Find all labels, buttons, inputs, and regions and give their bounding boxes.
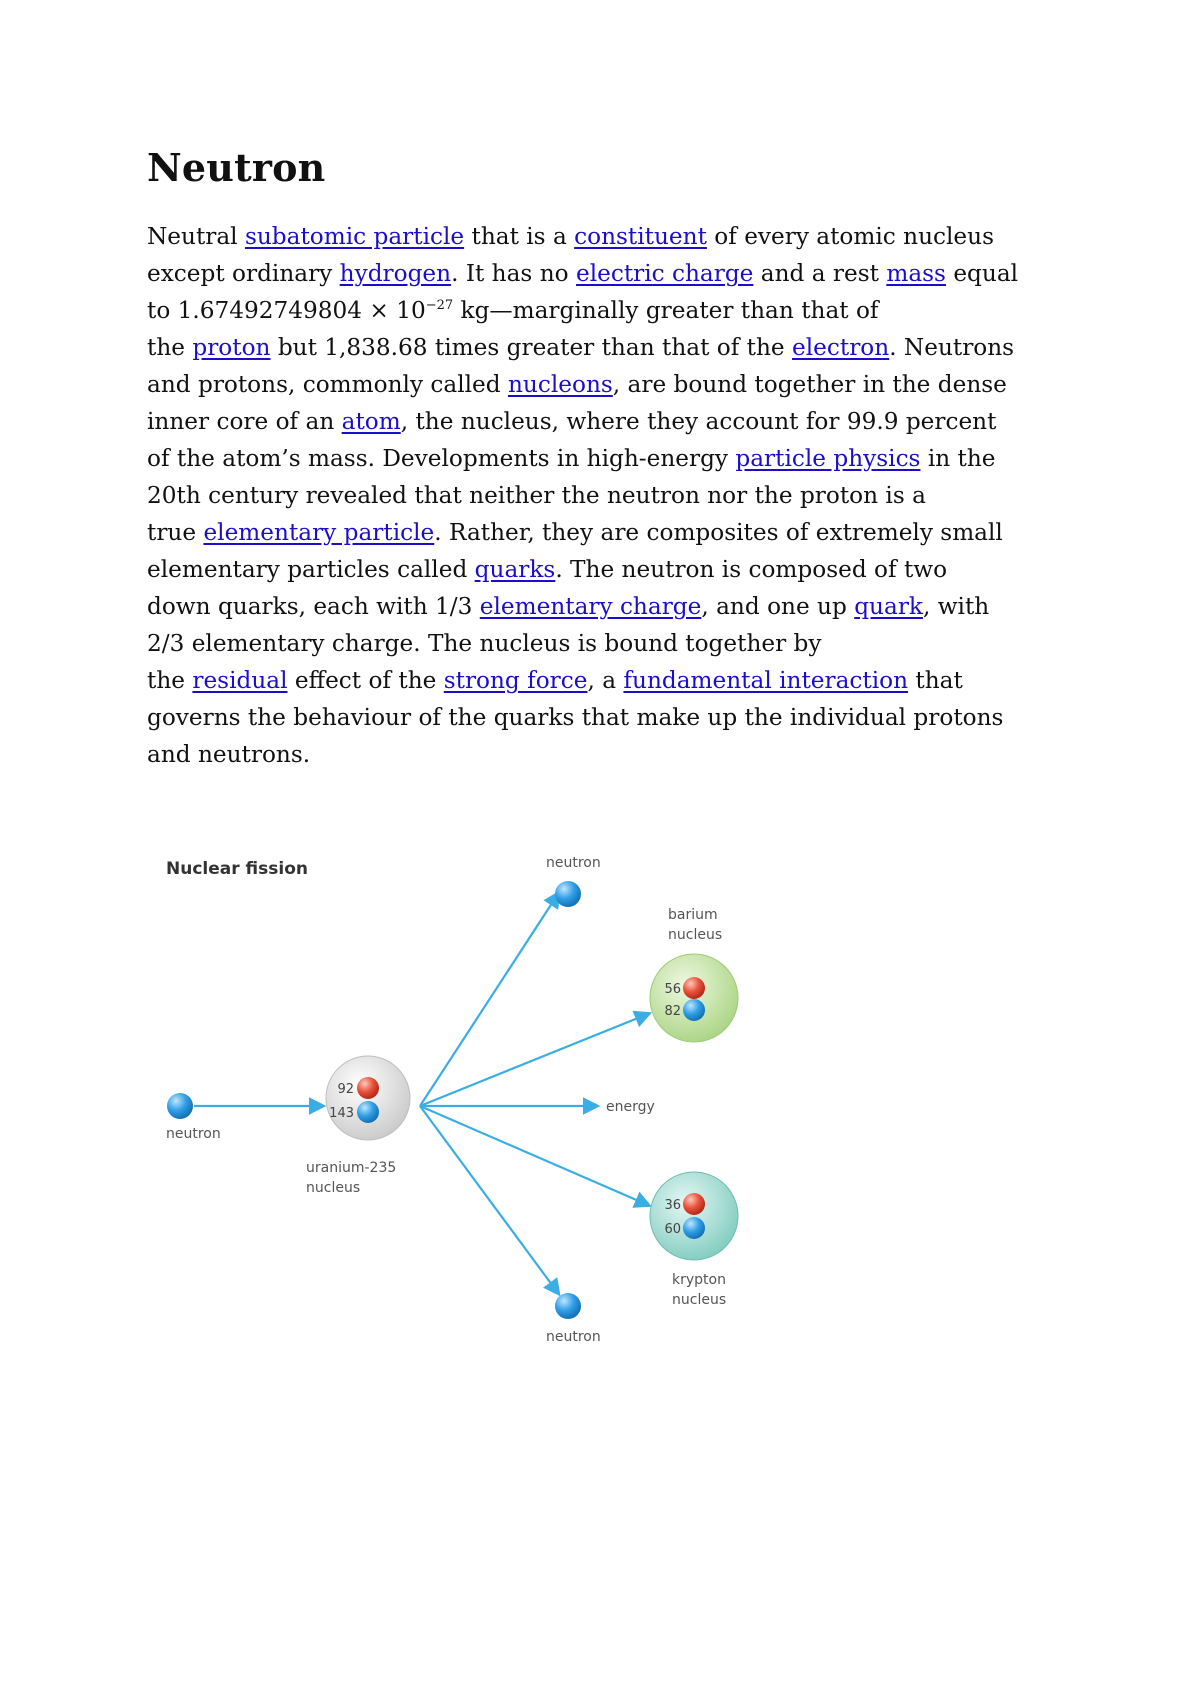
fission-diagram — [150, 840, 770, 1360]
uranium-label-1: uranium-235 — [306, 1160, 397, 1176]
body-text: and neutrons. — [147, 741, 311, 768]
link-elementary-particle[interactable]: elementary particle — [203, 519, 435, 546]
body-text: and protons, commonly called — [147, 371, 508, 398]
arrow-to-barium — [420, 1014, 648, 1106]
link-electron[interactable]: electron — [792, 334, 890, 361]
article-body — [147, 218, 1067, 773]
body-text: but 1,838.68 times greater than that of the — [270, 334, 793, 361]
body-text: , the nucleus, where they account for 99.9 percent — [400, 408, 997, 435]
proton-icon — [683, 977, 705, 999]
body-text: . The neutron is composed of two — [555, 556, 948, 583]
energy-label: energy — [606, 1099, 655, 1115]
bottom-neutron-icon — [555, 1293, 581, 1319]
krypton-protons: 36 — [664, 1198, 681, 1213]
uranium-protons: 92 — [337, 1082, 354, 1097]
body-text: elementary particles called — [147, 556, 475, 583]
bottom-neutron-label: neutron — [546, 1329, 601, 1345]
link-subatomic-particle[interactable]: subatomic particle — [244, 223, 465, 250]
proton-icon — [357, 1077, 379, 1099]
krypton-nucleus — [650, 1172, 738, 1260]
body-text: , with — [922, 593, 990, 620]
krypton-label-1: krypton — [672, 1272, 726, 1288]
barium-protons: 56 — [664, 982, 681, 997]
body-text: except ordinary — [147, 260, 340, 287]
arrow-to-krypton — [420, 1106, 648, 1205]
proton-icon — [683, 1193, 705, 1215]
body-text: effect of the — [287, 667, 444, 694]
link-strong-force[interactable]: strong force — [443, 667, 588, 694]
neutron-icon — [357, 1101, 379, 1123]
link-quarks[interactable]: quarks — [474, 556, 556, 583]
body-text: the — [147, 667, 193, 694]
body-text: governs the behaviour of the quarks that make up the individual protons — [147, 704, 1004, 731]
barium-label-1: barium — [668, 907, 718, 923]
arrow-to-top-neutron — [420, 894, 558, 1106]
body-text: 20th century revealed that neither the neutron nor the proton is a — [147, 482, 926, 509]
body-text: in the — [920, 445, 996, 472]
arrow-to-bottom-neutron — [420, 1106, 558, 1293]
link-mass[interactable]: mass — [886, 260, 946, 287]
body-text: true — [147, 519, 204, 546]
uranium-label-2: nucleus — [306, 1180, 361, 1196]
nuclear-fission-figure — [150, 840, 770, 1360]
body-text: to 1.67492749804 × 10 — [147, 297, 426, 324]
body-text: of the atom’s mass. Developments in high-energy — [147, 445, 736, 472]
uranium-neutrons: 143 — [329, 1106, 354, 1121]
body-text: , a — [587, 667, 624, 694]
link-particle-physics[interactable]: particle physics — [735, 445, 921, 472]
body-text: of every atomic nucleus — [706, 223, 994, 250]
body-text: , and one up — [701, 593, 855, 620]
top-neutron-icon — [555, 881, 581, 907]
body-text: and a rest — [753, 260, 887, 287]
body-text: that is a — [464, 223, 575, 250]
link-residual[interactable]: residual — [192, 667, 288, 694]
top-neutron-label: neutron — [546, 855, 601, 871]
body-text: kg—marginally greater than that of — [453, 297, 879, 324]
link-proton[interactable]: proton — [192, 334, 271, 361]
body-text: that — [908, 667, 963, 694]
body-text: the — [147, 334, 193, 361]
barium-neutrons: 82 — [664, 1004, 681, 1019]
link-constituent[interactable]: constituent — [574, 223, 707, 250]
body-text: . Neutrons — [889, 334, 1015, 361]
body-text: down quarks, each with 1/3 — [147, 593, 480, 620]
body-text: . Rather, they are composites of extremely small — [434, 519, 1003, 546]
incoming-neutron-icon — [167, 1093, 193, 1119]
link-quark[interactable]: quark — [854, 593, 923, 620]
body-text: , are bound together in the dense — [612, 371, 1007, 398]
incoming-neutron-label: neutron — [166, 1126, 221, 1142]
krypton-label-2: nucleus — [672, 1292, 727, 1308]
page-title: Neutron — [147, 145, 326, 190]
link-electric-charge[interactable]: electric charge — [575, 260, 754, 287]
link-fundamental-interaction[interactable]: fundamental interaction — [623, 667, 909, 694]
link-elementary-charge[interactable]: elementary charge — [479, 593, 702, 620]
barium-label-2: nucleus — [668, 927, 723, 943]
body-text: Neutral — [147, 223, 245, 250]
link-hydrogen[interactable]: hydrogen — [339, 260, 452, 287]
figure-title: Nuclear fission — [166, 859, 308, 879]
body-text: . It has no — [451, 260, 576, 287]
link-atom[interactable]: atom — [341, 408, 401, 435]
link-nucleons[interactable]: nucleons — [508, 371, 613, 398]
neutron-icon — [683, 999, 705, 1021]
neutron-icon — [683, 1217, 705, 1239]
body-text: equal — [945, 260, 1019, 287]
body-text: inner core of an — [147, 408, 342, 435]
exponent: −27 — [425, 298, 454, 313]
krypton-neutrons: 60 — [664, 1222, 681, 1237]
body-text: 2/3 elementary charge. The nucleus is bound together by — [147, 630, 822, 657]
